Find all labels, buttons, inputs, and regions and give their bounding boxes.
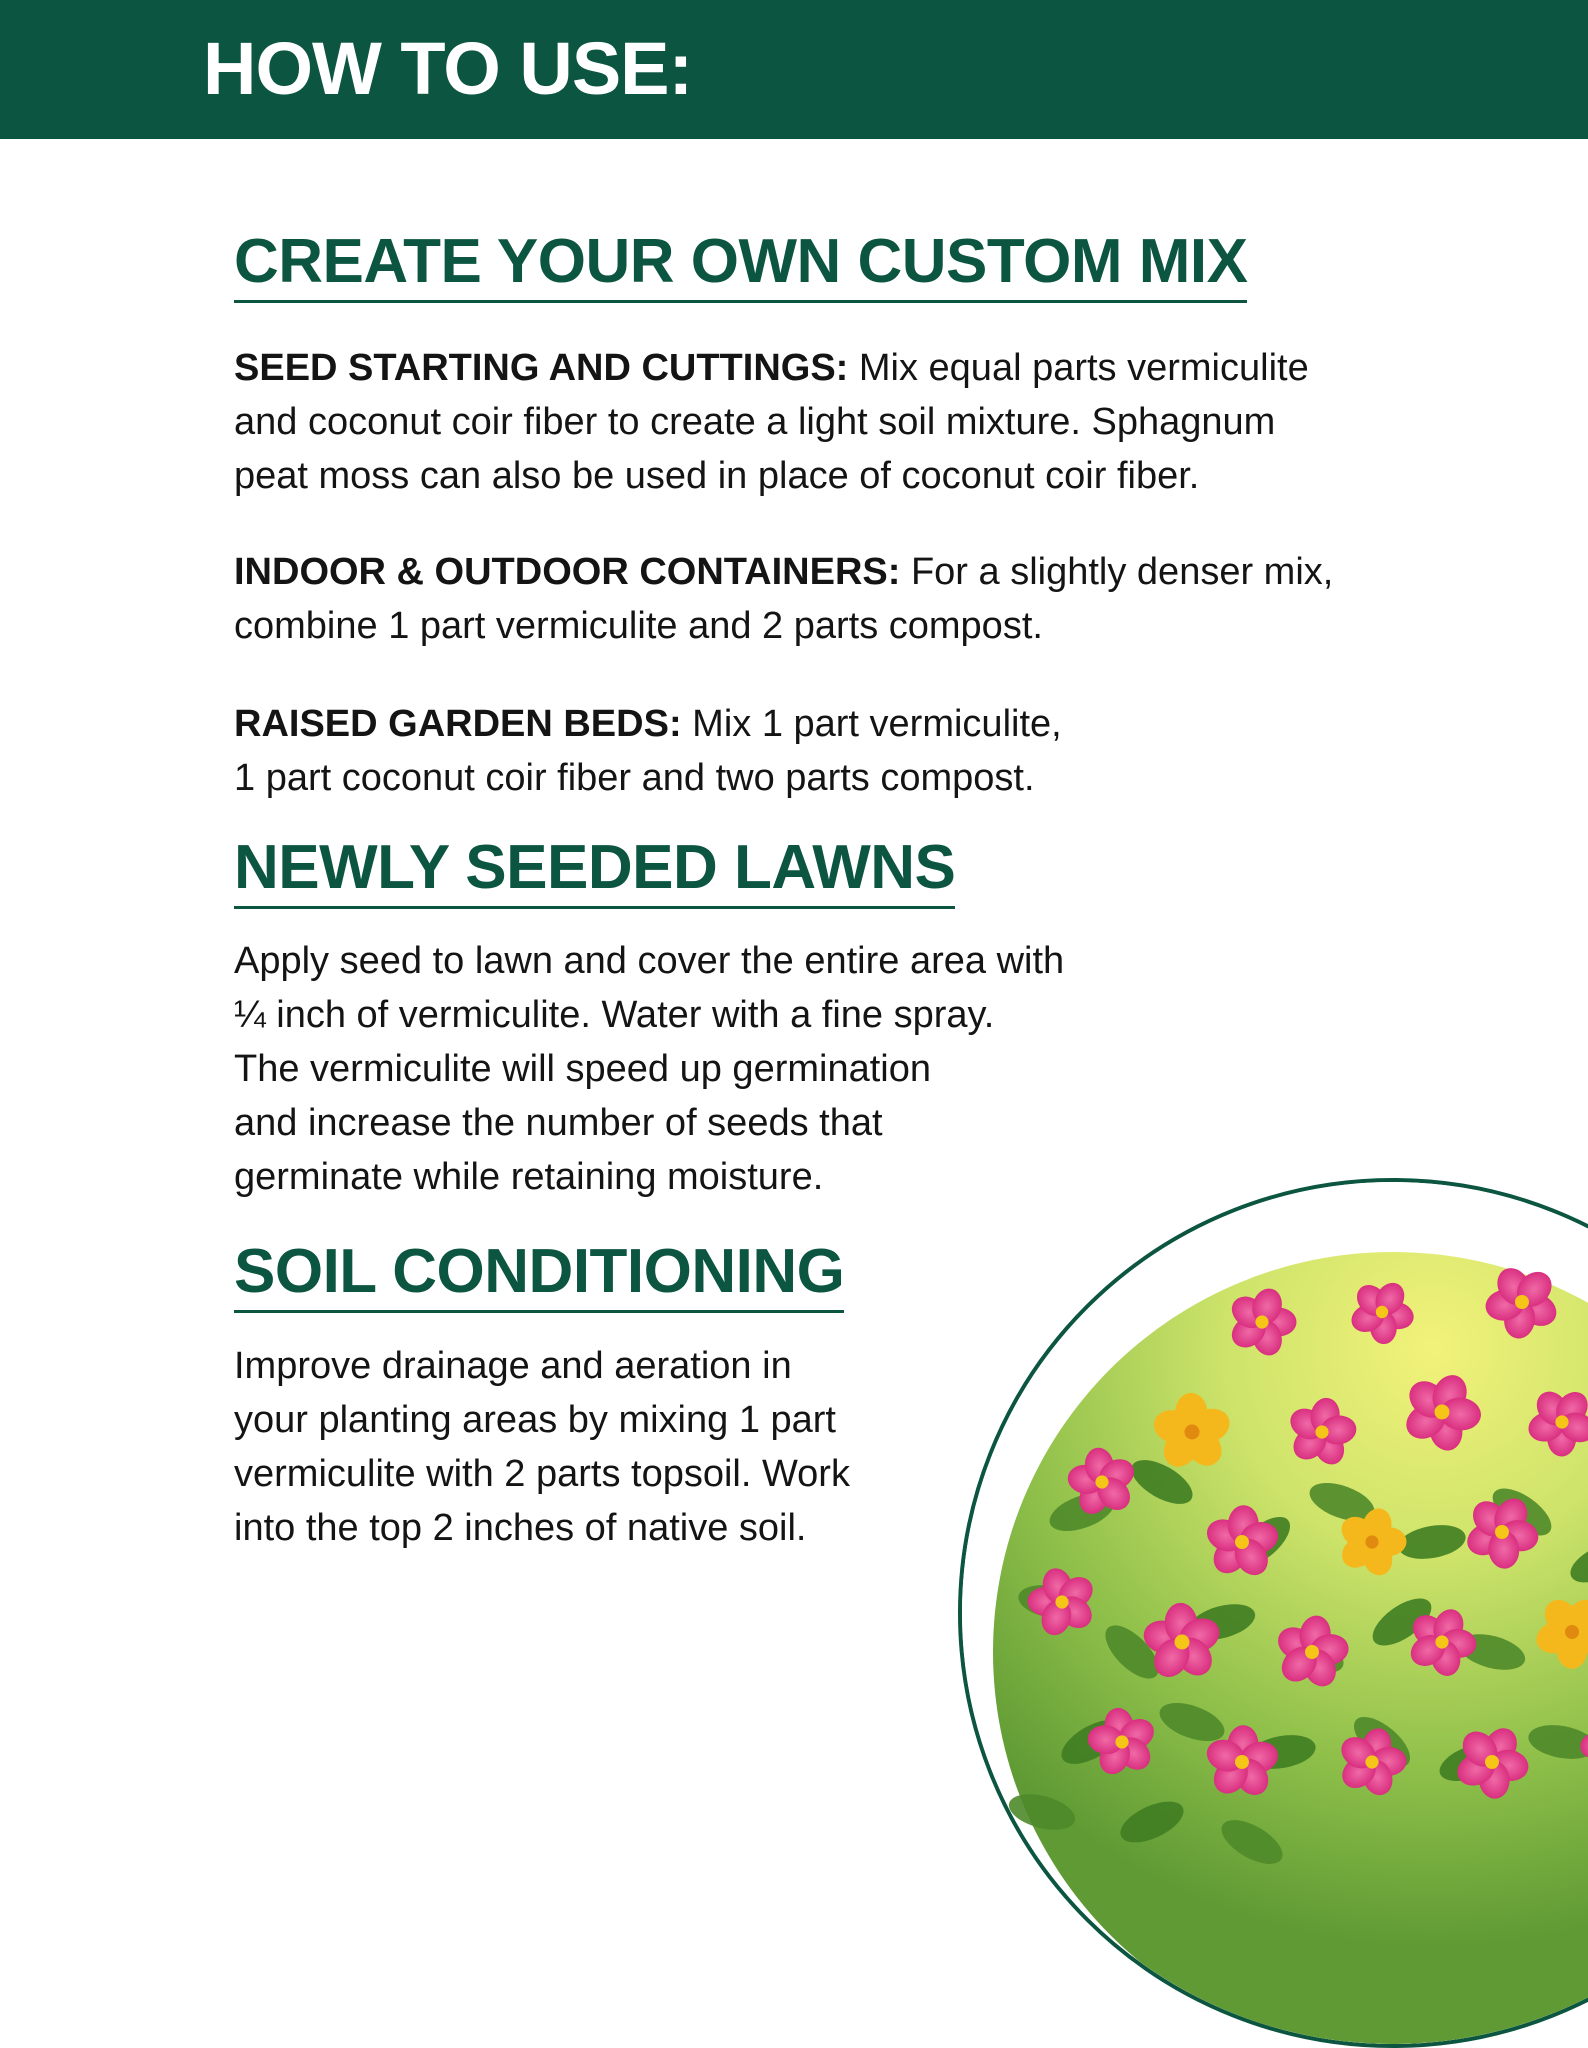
flower-center bbox=[1515, 1295, 1529, 1309]
soil-text: vermiculite with 2 parts topsoil. Work bbox=[234, 1453, 850, 1495]
seed-starting-text: and coconut coir fiber to create a light soil mixture. Sphagnum bbox=[234, 401, 1276, 443]
lawns-text: The vermiculite will speed up germination bbox=[234, 1048, 931, 1090]
containers-paragraph bbox=[234, 545, 1333, 653]
flower-center bbox=[1095, 1475, 1108, 1488]
flower-center bbox=[1055, 1595, 1068, 1608]
soil-heading: SOIL CONDITIONING bbox=[234, 1236, 844, 1313]
seed-starting-label: SEED STARTING AND CUTTINGS: bbox=[234, 347, 849, 389]
lawns-text: ¼ inch of vermiculite. Water with a fine spray. bbox=[234, 994, 995, 1036]
flower-center bbox=[1376, 1306, 1388, 1318]
seed-starting-text: peat moss can also be used in place of coconut coir fiber. bbox=[234, 455, 1200, 497]
soil-text: Improve drainage and aeration in bbox=[234, 1345, 792, 1387]
flower-photo bbox=[958, 1178, 1588, 2048]
lawns-text: and increase the number of seeds that bbox=[234, 1102, 883, 1144]
flower-center bbox=[1495, 1525, 1509, 1539]
flower-center bbox=[1365, 1755, 1378, 1768]
seed-starting-paragraph bbox=[234, 341, 1309, 503]
raised-beds-label: RAISED GARDEN BEDS: bbox=[234, 703, 682, 745]
flower-center bbox=[1435, 1635, 1448, 1648]
flower-center bbox=[1305, 1645, 1319, 1659]
flower-center bbox=[1565, 1625, 1579, 1639]
flower-center bbox=[1555, 1415, 1568, 1428]
containers-text: combine 1 part vermiculite and 2 parts compost. bbox=[234, 605, 1043, 647]
lawns-text: Apply seed to lawn and cover the entire area with bbox=[234, 940, 1065, 982]
flower-center bbox=[1115, 1735, 1128, 1748]
lawns-heading: NEWLY SEEDED LAWNS bbox=[234, 832, 955, 909]
soil-text: into the top 2 inches of native soil. bbox=[234, 1507, 807, 1549]
raised-beds-paragraph bbox=[234, 697, 1062, 805]
raised-beds-text: 1 part coconut coir fiber and two parts compost. bbox=[234, 757, 1035, 799]
flower-center bbox=[1485, 1755, 1499, 1769]
seed-starting-text: Mix equal parts vermiculite bbox=[848, 347, 1309, 389]
flower-center bbox=[1365, 1535, 1378, 1548]
soil-text: your planting areas by mixing 1 part bbox=[234, 1399, 836, 1441]
soil-paragraph bbox=[234, 1339, 850, 1555]
page-title: HOW TO USE: bbox=[203, 27, 693, 110]
header-bar bbox=[0, 0, 1588, 139]
lawns-text: germinate while retaining moisture. bbox=[234, 1156, 824, 1198]
lawns-paragraph bbox=[234, 934, 1064, 1204]
raised-beds-text: Mix 1 part vermiculite, bbox=[681, 703, 1062, 745]
flower-center bbox=[1175, 1635, 1190, 1650]
flower-center bbox=[1315, 1425, 1328, 1438]
flower-photo-image bbox=[962, 1182, 1588, 2044]
flower-center bbox=[1235, 1535, 1249, 1549]
flower-center bbox=[1235, 1755, 1249, 1769]
flower-center bbox=[1185, 1425, 1200, 1440]
flower-center bbox=[1255, 1315, 1268, 1328]
containers-text: For a slightly denser mix, bbox=[900, 551, 1334, 593]
custom-mix-heading: CREATE YOUR OWN CUSTOM MIX bbox=[234, 226, 1247, 303]
flower-center bbox=[1435, 1405, 1450, 1420]
containers-label: INDOOR & OUTDOOR CONTAINERS: bbox=[234, 551, 901, 593]
